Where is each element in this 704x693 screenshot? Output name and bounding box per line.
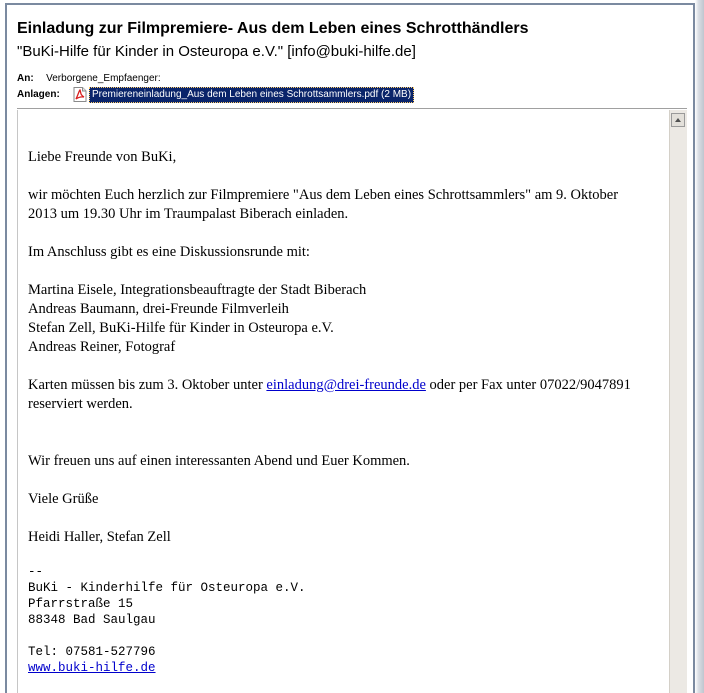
signature-names: Heidi Haller, Stefan Zell: [28, 529, 171, 545]
panel-member: Andreas Baumann, drei-Freunde Filmverleih: [28, 301, 289, 317]
tickets-text-after: oder per Fax unter 07022/9047891: [425, 377, 631, 393]
recipient-value: Verborgene_Empfaenger:: [46, 73, 161, 84]
discussion-line: Im Anschluss gibt es eine Diskussionsrunde mit:: [28, 244, 310, 260]
tickets-line-2: reserviert werden.: [28, 396, 133, 412]
signature-separator: --: [28, 565, 44, 579]
closing-line: Wir freuen uns auf einen interessanten Abend und Euer Kommen.: [28, 453, 410, 469]
pdf-icon[interactable]: [73, 87, 87, 102]
invite-line-1: wir möchten Euch herzlich zur Filmpremiere "Aus dem Leben eines Schrottsammlers" am 9. Oktober: [28, 187, 619, 203]
attachment-link[interactable]: Premiereneinladung_Aus dem Leben eines Schrottsammlers.pdf (2 MB): [89, 87, 414, 103]
signature-web-link[interactable]: www.buki-hilfe.de: [28, 661, 156, 675]
signature-tel: Tel: 07581-527796: [28, 645, 156, 659]
recipient-row: [17, 68, 161, 86]
attachments-label: Anlagen:: [17, 89, 60, 100]
panel-member: Andreas Reiner, Fotograf: [28, 339, 176, 355]
tickets-line-1: [28, 376, 668, 395]
message-body: [17, 110, 669, 693]
signature-city: 88348 Bad Saulgau: [28, 613, 156, 627]
tickets-email-link[interactable]: einladung@drei-freunde.de: [266, 377, 426, 393]
signature-street: Pfarrstraße 15: [28, 597, 134, 611]
panel-member: Stefan Zell, BuKi-Hilfe für Kinder in Osteuropa e.V.: [28, 320, 334, 336]
window-edge-shadow: [695, 0, 704, 693]
header-divider: [17, 108, 687, 109]
invite-line-2: 2013 um 19.30 Uhr im Traumpalast Biberach einladen.: [28, 206, 349, 222]
signature-org: BuKi - Kinderhilfe für Osteuropa e.V.: [28, 581, 306, 595]
recipient-label: An:: [17, 73, 34, 84]
greeting-line: Liebe Freunde von BuKi,: [28, 149, 177, 165]
signature-web-line: [28, 660, 156, 676]
tickets-text-before: Karten müssen bis zum 3. Oktober unter: [28, 377, 267, 393]
email-sender: "BuKi-Hilfe für Kinder in Osteuropa e.V." [info@buki-hilfe.de]: [17, 43, 416, 60]
email-subject: Einladung zur Filmpremiere- Aus dem Leben eines Schrotthändlers: [17, 20, 529, 37]
scroll-up-button[interactable]: [671, 113, 685, 127]
regards-line: Viele Grüße: [28, 491, 99, 507]
vertical-scrollbar[interactable]: [669, 110, 687, 693]
panel-member: Martina Eisele, Integrationsbeauftragte der Stadt Biberach: [28, 282, 367, 298]
